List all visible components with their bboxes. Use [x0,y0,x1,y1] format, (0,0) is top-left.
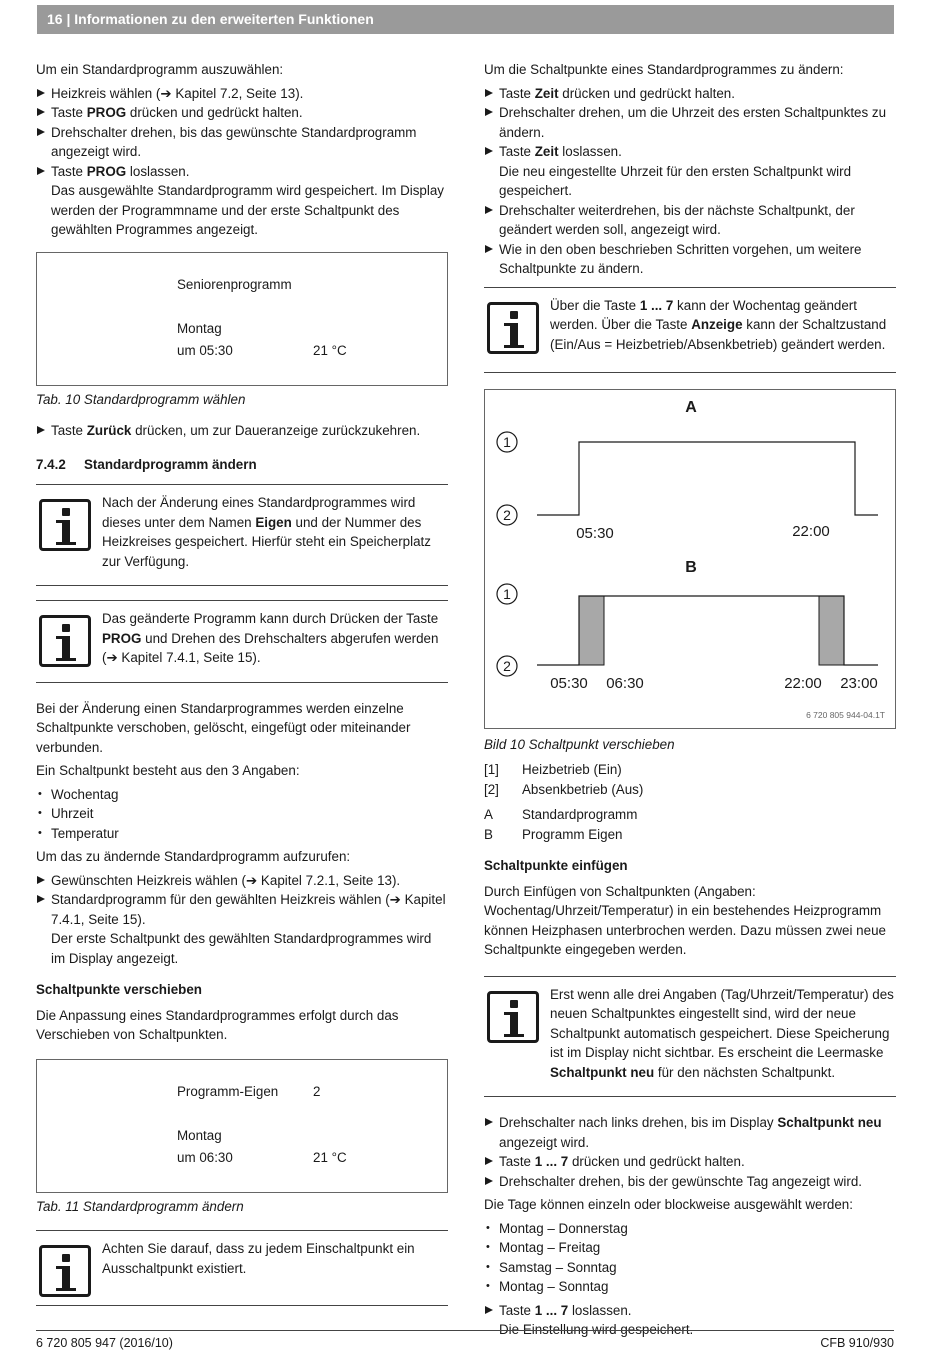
page-footer [36,1330,894,1354]
step-item: Drehschalter nach links drehen, bis im Display Schaltpunkt neu angezeigt wird. [484,1113,896,1152]
table-caption: Tab. 11 Standardprogramm ändern [36,1198,244,1214]
time-label: 05:30 [550,674,588,692]
marker-2-label: 2 [503,657,511,674]
paragraph: Um das zu ändernde Standardprogramm aufzurufen: [36,849,351,864]
paragraph: Ein Schaltpunkt besteht aus den 3 Angaben: [36,763,300,778]
step-item: Taste PROG loslassen. [36,162,448,182]
list-item: • Wochentag [36,785,448,805]
marker-2-label: 2 [503,506,511,523]
product-name: CFB 910/930 [820,1336,894,1350]
list-item: • Montag – Sonntag [484,1277,896,1297]
step-item: Taste Zurück drücken, um zur Daueranzeige zurückzukehren. [36,421,448,441]
step-item: Taste PROG drücken und gedrückt halten. [36,103,448,123]
step-item: Taste 1 ... 7 drücken und gedrückt halten. [484,1152,896,1172]
info-box: Erst wenn alle drei Angaben (Tag/Uhrzeit/Temperatur) des neuen Schaltpunktes eingestellt sind, wird der neue Schaltpunkt automatisch gespeichert. Diese Speicherung ist im Display nicht sichtbar. Es erscheint die Leermaske Schaltpunkt neu für den nächsten Schaltpunkt. [484,976,896,1098]
step-item: Heizkreis wählen (➔ Kapitel 7.2, Seite 13). [36,84,448,104]
list-item: • Uhrzeit [36,804,448,824]
step-result: Die Einstellung wird gespeichert. [499,1322,694,1337]
legend-item: A Standardprogramm [484,807,638,822]
paragraph: Die Tage können einzeln oder blockweise ausgewählt werden: [484,1197,853,1212]
step-item: Gewünschten Heizkreis wählen (➔ Kapitel 7.2.1, Seite 13). [36,871,448,891]
display-line: Montag [177,1127,222,1143]
step-item: Taste Zeit loslassen. [484,142,896,162]
info-box: Achten Sie darauf, dass zu jedem Einschaltpunkt ein Ausschaltpunkt existiert. [36,1230,448,1306]
document-number: 6 720 805 947 (2016/10) [36,1336,173,1350]
display-line: Montag [177,320,222,336]
info-icon [487,991,539,1043]
time-label: 23:00 [840,674,878,692]
display-line: 21 °C [313,1149,347,1165]
info-icon [39,615,91,667]
right-column [484,60,896,1340]
step-item: Taste Zeit drücken und gedrückt halten. [484,84,896,104]
section-heading: 7.4.2 Standardprogramm ändern [36,456,257,472]
left-column [36,60,448,1322]
info-box: Über die Taste 1 ... 7 kann der Wochentag geändert werden. Über die Taste Anzeige kann der Schaltzustand (Ein/Aus = Heizbetrieb/Absenkbetrieb) geändert werden. [484,287,896,373]
subheading: Schaltpunkte einfügen [484,858,628,873]
display-line: um 05:30 [177,342,233,358]
paragraph: Durch Einfügen von Schaltpunkten (Angaben: Wochentag/Uhrzeit/Temperatur) in ein bestehendes Heizprogramm können Heizphasen unterbrochen werden. Dazu müssen zwei neue Schaltpunkte eingegeben werden. [484,883,886,957]
step-result: Die neu eingestellte Uhrzeit für den ersten Schaltpunkt wird gespeichert. [499,163,852,198]
step-item: Drehschalter drehen, um die Uhrzeit des ersten Schaltpunktes zu ändern. [484,103,896,142]
display-panel [36,252,448,386]
table-caption: Tab. 10 Standardprogramm wählen [36,391,246,407]
step-item: Taste 1 ... 7 loslassen. [484,1301,896,1321]
time-label: 22:00 [792,522,830,540]
page-number: 16 [47,11,63,27]
legend-item: [2] Absenkbetrieb (Aus) [484,781,644,797]
program-a-curve [537,442,878,515]
time-label: 06:30 [606,674,644,692]
display-line: um 06:30 [177,1149,233,1165]
list-item: • Montag – Donnerstag [484,1219,896,1239]
step-item: Drehschalter drehen, bis der gewünschte Tag angezeigt wird. [484,1172,896,1192]
shift-region-start [579,596,604,665]
list-item: • Temperatur [36,824,448,844]
display-line: 21 °C [313,342,347,358]
paragraph: Bei der Änderung einen Standarprogrammes werden einzelne Schaltpunkte verschoben, gelöscht, eingefügt oder miteinander verbunden. [36,700,411,755]
step-item: Wie in den oben beschrieben Schritten vorgehen, um weitere Schaltpunkte zu ändern. [484,240,896,279]
step-item: Drehschalter drehen, bis das gewünschte Standardprogramm angezeigt wird. [36,123,448,162]
switching-point-diagram [484,389,896,729]
marker-1-label: 1 [503,433,511,450]
display-panel [36,1059,448,1193]
intro-text: Um die Schaltpunkte eines Standardprogrammes zu ändern: [484,62,844,77]
time-label: 05:30 [576,524,614,542]
list-item: • Samstag – Sonntag [484,1258,896,1278]
display-line: Seniorenprogramm [177,276,292,292]
diagram-label-a: A [685,398,697,416]
paragraph: Die Anpassung eines Standardprogrammes erfolgt durch das Verschieben von Schaltpunkten. [36,1007,399,1042]
page-header-title: Informationen zu den erweiterten Funktionen [74,11,374,27]
time-label: 22:00 [784,674,822,692]
figure-reference: 6 720 805 944-04.1T [806,709,885,720]
figure-caption: Bild 10 Schaltpunkt verschieben [484,736,675,752]
info-box: Nach der Änderung eines Standardprogrammes wird dieses unter dem Namen Eigen und der Nummer des Heizkreises gespeichert. Hierfür steht ein Speicherplatz zur Verfügung. [36,484,448,586]
shift-region-end [819,596,844,665]
info-icon [39,499,91,551]
display-line: Programm-Eigen [177,1083,279,1099]
diagram-label-b: B [685,558,697,576]
intro-text: Um ein Standardprogramm auszuwählen: [36,62,284,77]
info-icon [487,302,539,354]
subheading: Schaltpunkte verschieben [36,982,202,997]
marker-1-label: 1 [503,585,511,602]
legend-item: [1] Heizbetrieb (Ein) [484,762,622,777]
step-result: Der erste Schaltpunkt des gewählten Standardprogrammes wird im Display angezeigt. [51,931,432,966]
legend-item: B Programm Eigen [484,826,623,842]
display-line: 2 [313,1083,321,1099]
page-header: 16 | Informationen zu den erweiterten Funktionen [37,5,894,34]
step-item: Standardprogramm für den gewählten Heizkreis wählen (➔ Kapitel 7.4.1, Seite 15). [36,890,448,929]
info-box: Das geänderte Programm kann durch Drücken der Taste PROG und Drehen des Drehschalters abgerufen werden (➔ Kapitel 7.4.1, Seite 15). [36,600,448,683]
step-result: Das ausgewählte Standardprogramm wird gespeichert. Im Display werden der Programmname und der erste Schaltpunkt des gewählten Programmes angezeigt. [51,183,444,237]
diagram-graphic [485,390,893,728]
step-item: Drehschalter weiterdrehen, bis der nächste Schaltpunkt, der geändert werden soll, angezeigt wird. [484,201,896,240]
info-icon [39,1245,91,1297]
list-item: • Montag – Freitag [484,1238,896,1258]
